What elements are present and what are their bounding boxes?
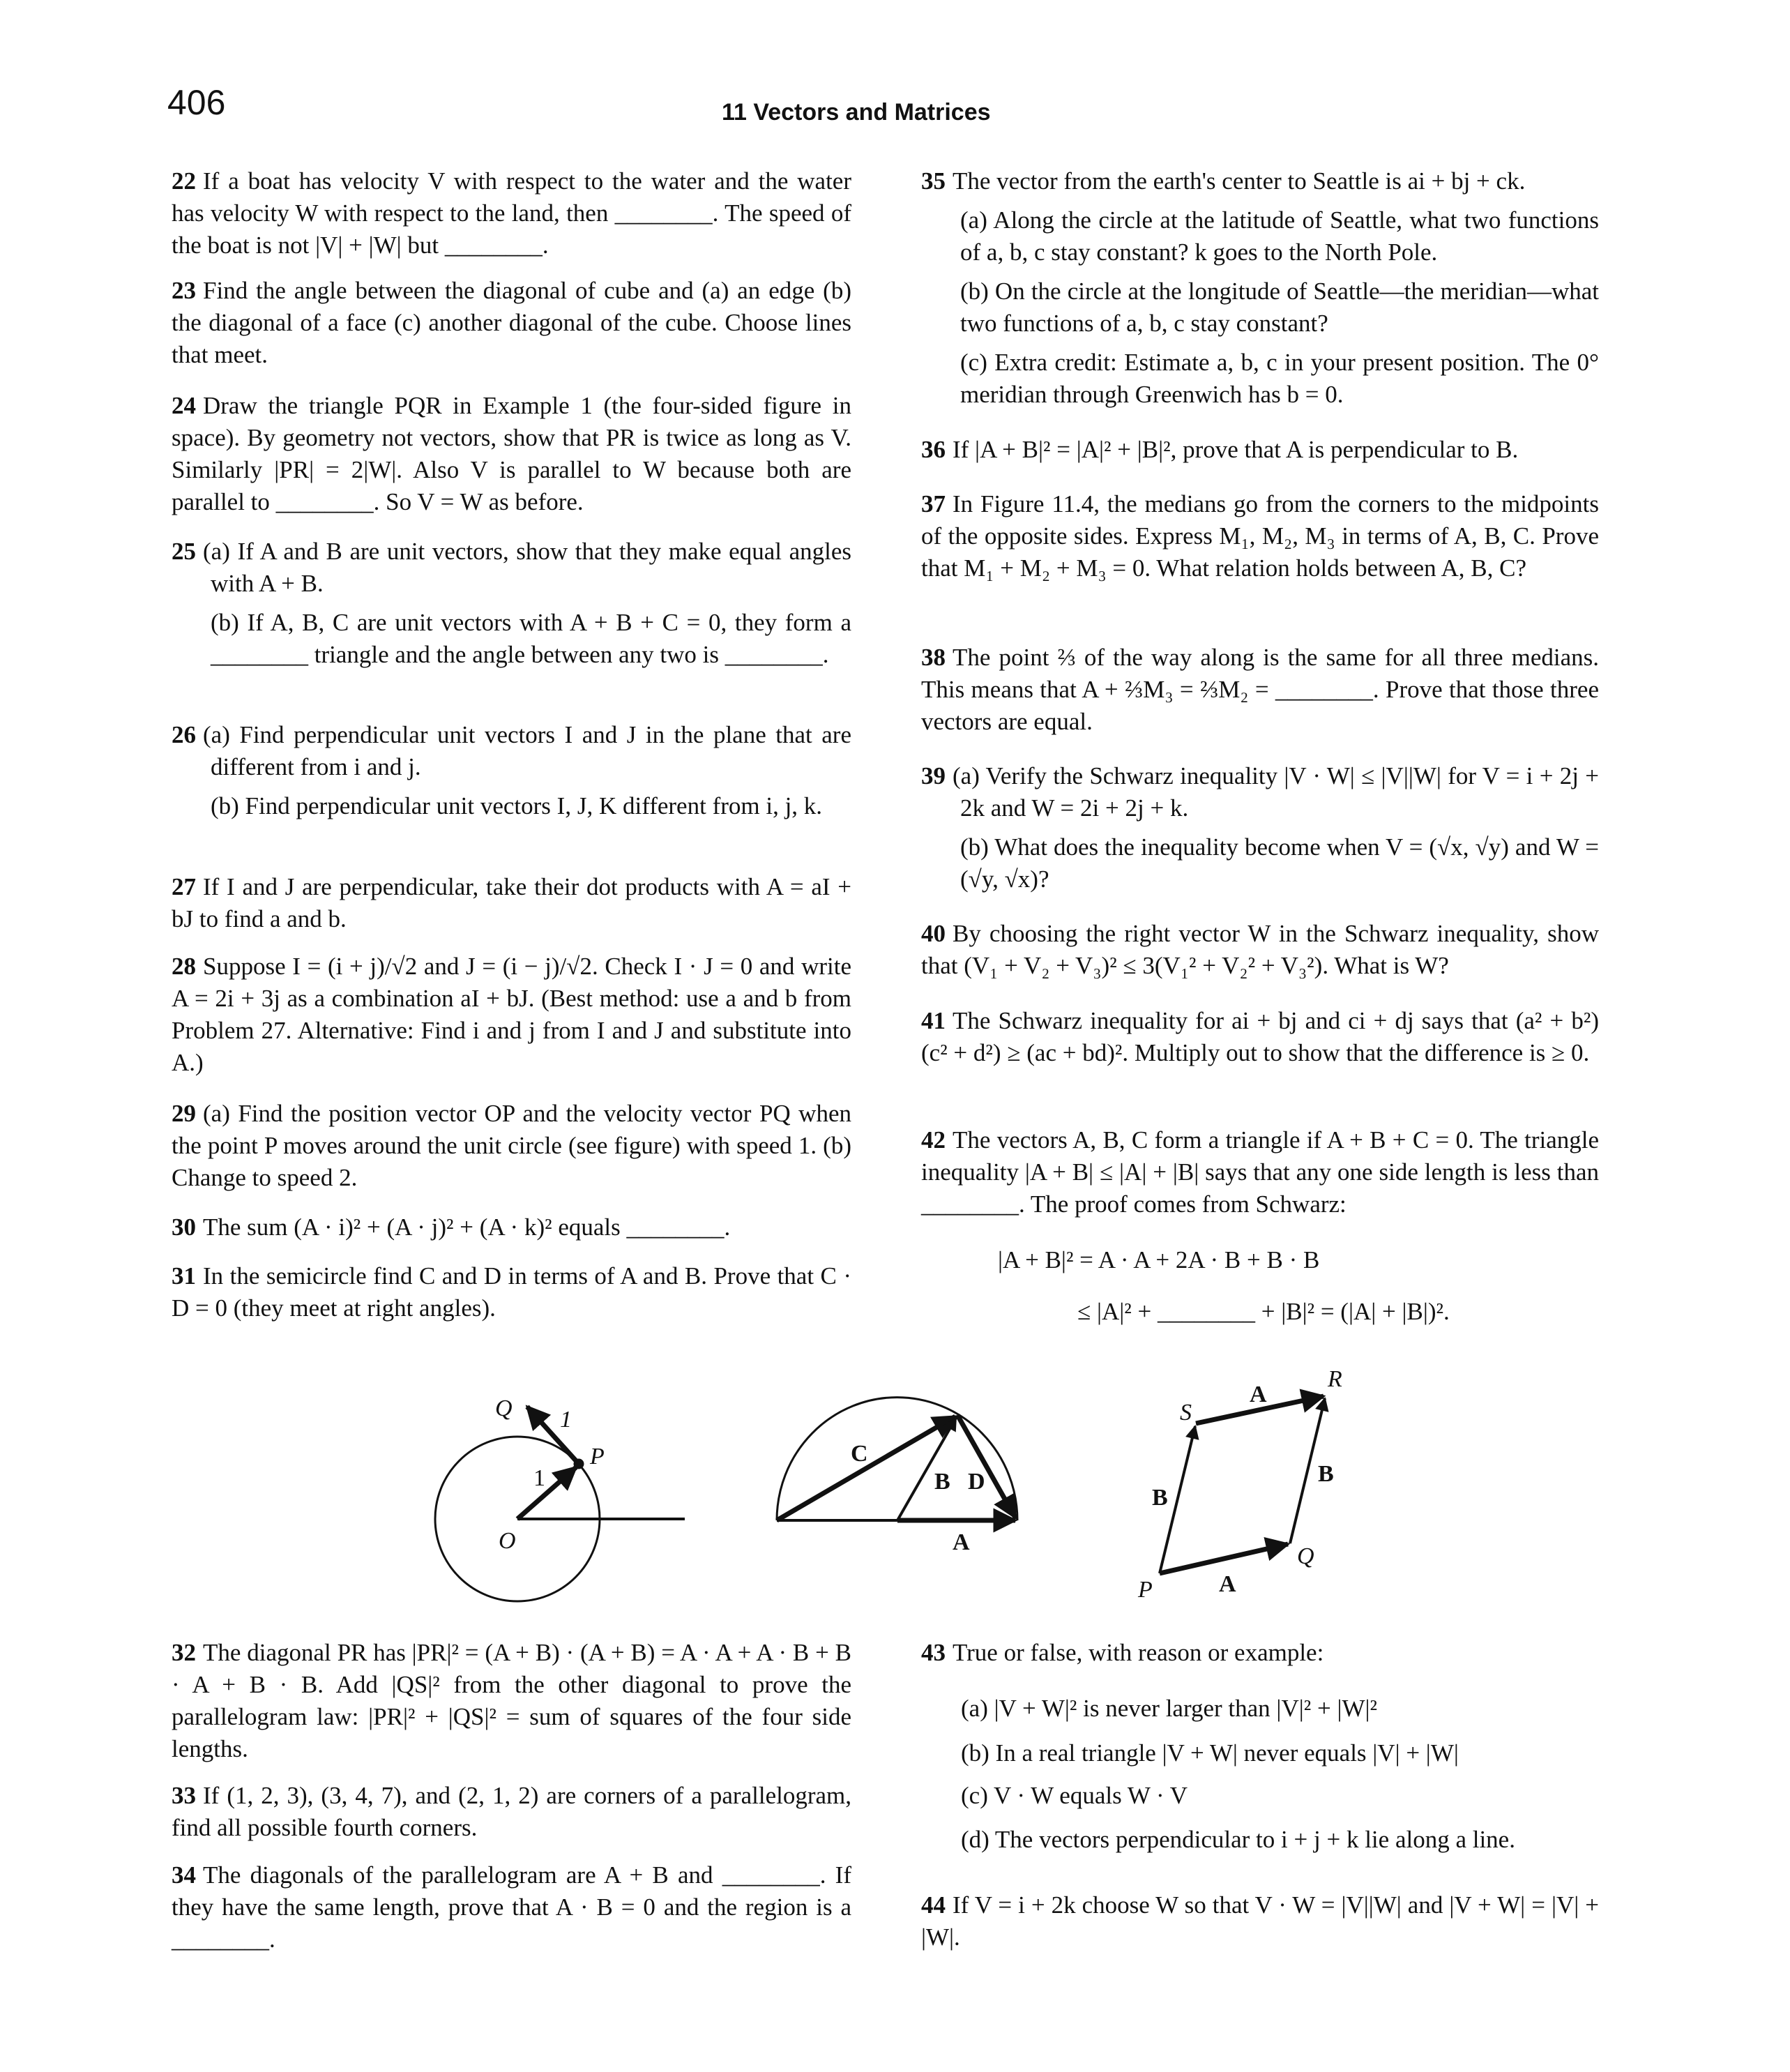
label-b: B <box>934 1469 950 1495</box>
problem-41 <box>921 1005 1599 1069</box>
problem-number: 42 <box>921 1126 946 1154</box>
unit-circle-figure <box>435 1396 685 1601</box>
problem-text: By choosing the right vector W in the Schwarz inequality, show that (V₁ + V₂ + V₃)² ≤ 3(V₁² + V₂² + V₃²). What is W? <box>921 920 1599 979</box>
problem-26 <box>172 719 851 822</box>
side-qr-arrow <box>1290 1398 1325 1543</box>
problem-text: The diagonal PR has |PR|² = (A + B) · (A + B) = A · A + A · B + B · A + B · B. Add |QS|² from the other diagonal to prove the parallelogram law: |PR|² + |QS|² = sum of squares of the four side lengths. <box>172 1639 851 1762</box>
problem-text: Find the angle between the diagonal of cube and (a) an edge (b) the diagonal of a face (c) another diagonal of the cube. Choose lines that meet. <box>172 277 851 368</box>
problem-text: Draw the triangle PQR in Example 1 (the four-sided figure in space). By geometry not vectors, show that PR is twice as long as V. Similarly |PR| = 2|W|. Also V is parallel to W because both are parallel to ________. So V = W as before. <box>172 392 851 515</box>
problem-38 <box>921 642 1599 738</box>
vector-c-arrow <box>777 1416 955 1520</box>
problem-43 <box>921 1637 1599 1669</box>
problem-number: 41 <box>921 1007 946 1034</box>
problem-42 <box>921 1124 1599 1220</box>
problem-number: 37 <box>921 490 946 517</box>
problem-43-part-d: (d) The vectors perpendicular to i + j + k lie along a line. <box>961 1826 1515 1853</box>
problem-43-part-c: (c) V · W equals W · V <box>961 1782 1188 1809</box>
problem-43-part-b: (b) In a real triangle |V + W| never equals |V| + |W| <box>961 1739 1459 1767</box>
problem-part-b: (b) If A, B, C are unit vectors with A + B + C = 0, they form a ________ triangle and the angle between any two is ________. <box>211 609 851 668</box>
problem-35 <box>921 165 1599 411</box>
problem-22 <box>172 165 851 262</box>
problem-text: The vector from the earth's center to Seattle is ai + bj + ck. <box>953 167 1526 195</box>
page-number: 406 <box>167 83 226 122</box>
side-ps-arrow <box>1160 1426 1195 1573</box>
problem-text: The point ⅔ of the way along is the same for all three medians. This means that A + ⅔M₃ = ⅔M₂ = ________. Prove that those three vectors are equal. <box>921 644 1599 735</box>
problem-number: 40 <box>921 920 946 947</box>
problem-number: 39 <box>921 762 946 789</box>
problem-36 <box>921 434 1599 466</box>
problem-part-b: (b) On the circle at the longitude of Seattle—the meridian—what two functions of a, b, c stay constant? <box>960 278 1599 337</box>
problem-40 <box>921 918 1599 982</box>
problem-30 <box>172 1211 851 1243</box>
label-p: P <box>590 1444 605 1469</box>
problem-text: The vectors A, B, C form a triangle if A + B + C = 0. The triangle inequality |A + B| ≤ |A| + |B| says that any one side length is less than ________. The proof comes from Schwarz: <box>921 1126 1599 1218</box>
problem-part-b: (b) Find perpendicular unit vectors I, J, K different from i, j, k. <box>211 792 823 819</box>
problem-text: The sum (A · i)² + (A · j)² + (A · k)² equals ________. <box>203 1213 731 1241</box>
problem-text: If (1, 2, 3), (3, 4, 7), and (2, 1, 2) are corners of a parallelogram, find all possible fourth corners. <box>172 1782 851 1841</box>
problem-part-c: (c) Extra credit: Estimate a, b, c in your present position. The 0° meridian through Greenwich has b = 0. <box>960 349 1599 408</box>
problem-number: 25 <box>172 538 196 565</box>
problem-text: If a boat has velocity V with respect to the water and the water has velocity W with respect to the land, then ________. The speed of the boat is not |V| + |W| but ________. <box>172 167 851 259</box>
problem-32 <box>172 1637 851 1765</box>
problem-29 <box>172 1098 851 1194</box>
velocity-vector-arrow <box>527 1407 579 1464</box>
problem-37 <box>921 488 1599 584</box>
label-q: Q <box>1297 1543 1314 1569</box>
parallelogram-figure <box>1137 1366 1342 1603</box>
problem-number: 26 <box>172 721 196 748</box>
problem-number: 32 <box>172 1639 196 1666</box>
problem-text: The diagonals of the parallelogram are A + B and ________. If they have the same length, prove that A · B = 0 and the region is a ________. <box>172 1861 851 1953</box>
label-a-top: A <box>1250 1382 1267 1407</box>
problem-number: 35 <box>921 167 946 195</box>
problem-31 <box>172 1260 851 1324</box>
problem-number: 29 <box>172 1100 196 1127</box>
label-s: S <box>1180 1400 1192 1426</box>
problem-25 <box>172 536 851 671</box>
problem-number: 33 <box>172 1782 196 1809</box>
label-b-right: B <box>1318 1461 1334 1487</box>
problem-part-a: (a) Verify the Schwarz inequality |V · W| ≤ |V||W| for V = i + 2j + 2k and W = 2i + 2j + k. <box>953 762 1599 822</box>
label-one-radius: 1 <box>533 1465 545 1491</box>
problem-part-a: (a) Find perpendicular unit vectors I and J in the plane that are different from i and j. <box>203 721 851 780</box>
vector-d-arrow <box>957 1415 1015 1518</box>
problem-number: 34 <box>172 1861 196 1889</box>
problem-text: The Schwarz inequality for ai + bj and ci + dj says that (a² + b²)(c² + d²) ≥ (ac + bd)². Multiply out to show that the difference is ≥ 0. <box>921 1007 1599 1066</box>
problem-text: If V = i + 2k choose W so that V · W = |V||W| and |V + W| = |V| + |W|. <box>921 1891 1599 1951</box>
label-r: R <box>1328 1366 1342 1392</box>
side-sr-arrow <box>1196 1396 1323 1423</box>
problem-part-a: (a) If A and B are unit vectors, show that they make equal angles with A + B. <box>203 538 851 597</box>
label-q: Q <box>495 1396 513 1421</box>
problem-number: 44 <box>921 1891 946 1919</box>
chapter-title: 11 Vectors and Matrices <box>722 99 991 126</box>
position-vector-arrow <box>517 1467 576 1519</box>
problem-23 <box>172 275 851 371</box>
problem-28 <box>172 951 851 1079</box>
problem-number: 28 <box>172 953 196 980</box>
problem-text: If I and J are perpendicular, take their dot products with A = aI + bJ to find a and b. <box>172 873 851 932</box>
problem-text: In Figure 11.4, the medians go from the corners to the midpoints of the opposite sides. Express M₁, M₂, M₃ in terms of A, B, C. Prove that M₁ + M₂ + M₃ = 0. What relation holds between A, B, C? <box>921 490 1599 582</box>
side-pq-arrow <box>1160 1544 1288 1573</box>
problem-number: 36 <box>921 436 946 463</box>
problem-number: 24 <box>172 392 196 419</box>
problem-number: 38 <box>921 644 946 671</box>
unit-circle <box>435 1437 600 1601</box>
problem-number: 30 <box>172 1213 196 1241</box>
vector-b-arrow <box>897 1418 956 1520</box>
problem-part-b: (b) What does the inequality become when V = (√x, √y) and W = (√y, √x)? <box>960 833 1599 893</box>
label-p: P <box>1138 1577 1153 1603</box>
label-c: C <box>851 1441 868 1467</box>
point-p-dot <box>574 1459 584 1469</box>
label-b-left: B <box>1152 1485 1168 1511</box>
problem-43-part-a: (a) |V + W|² is never larger than |V|² + |W|² <box>961 1695 1377 1722</box>
problem-text: If |A + B|² = |A|² + |B|², prove that A is perpendicular to B. <box>953 436 1519 463</box>
problem-24 <box>172 390 851 518</box>
equation-2: ≤ |A|² + ________ + |B|² = (|A| + |B|)². <box>1077 1298 1450 1325</box>
equation-1: |A + B|² = A · A + 2A · B + B · B <box>998 1246 1320 1273</box>
problem-number: 23 <box>172 277 196 304</box>
problem-39 <box>921 760 1599 895</box>
problem-text: In the semicircle find C and D in terms of A and B. Prove that C · D = 0 (they meet at right angles). <box>172 1262 851 1322</box>
problem-33 <box>172 1780 851 1844</box>
problem-text: True or false, with reason or example: <box>953 1639 1324 1666</box>
problem-number: 31 <box>172 1262 196 1290</box>
problem-27 <box>172 871 851 935</box>
problem-part-a: (a) Along the circle at the latitude of Seattle, what two functions of a, b, c stay constant? k goes to the North Pole. <box>960 206 1599 266</box>
label-a-bottom: A <box>1219 1571 1236 1597</box>
problem-number: 27 <box>172 873 196 900</box>
problem-number: 22 <box>172 167 196 195</box>
problem-text: (a) Find the position vector OP and the velocity vector PQ when the point P moves around the unit circle (see figure) with speed 1. (b) Change to speed 2. <box>172 1100 851 1191</box>
problem-34 <box>172 1859 851 1956</box>
problem-text: Suppose I = (i + j)/√2 and J = (i − j)/√2. Check I · J = 0 and write A = 2i + 3j as a combination aI + bJ. (Best method: use a and b from Problem 27. Alternative: Find i and j from I and J and substitute into A.) <box>172 953 851 1076</box>
label-a: A <box>953 1529 970 1555</box>
label-o: O <box>499 1528 516 1554</box>
semicircle-figure <box>777 1398 1017 1555</box>
label-one-velocity: 1 <box>560 1407 572 1432</box>
problem-number: 43 <box>921 1639 946 1666</box>
label-d: D <box>968 1469 985 1495</box>
problem-44 <box>921 1889 1599 1953</box>
semicircle-arc <box>777 1398 1017 1520</box>
